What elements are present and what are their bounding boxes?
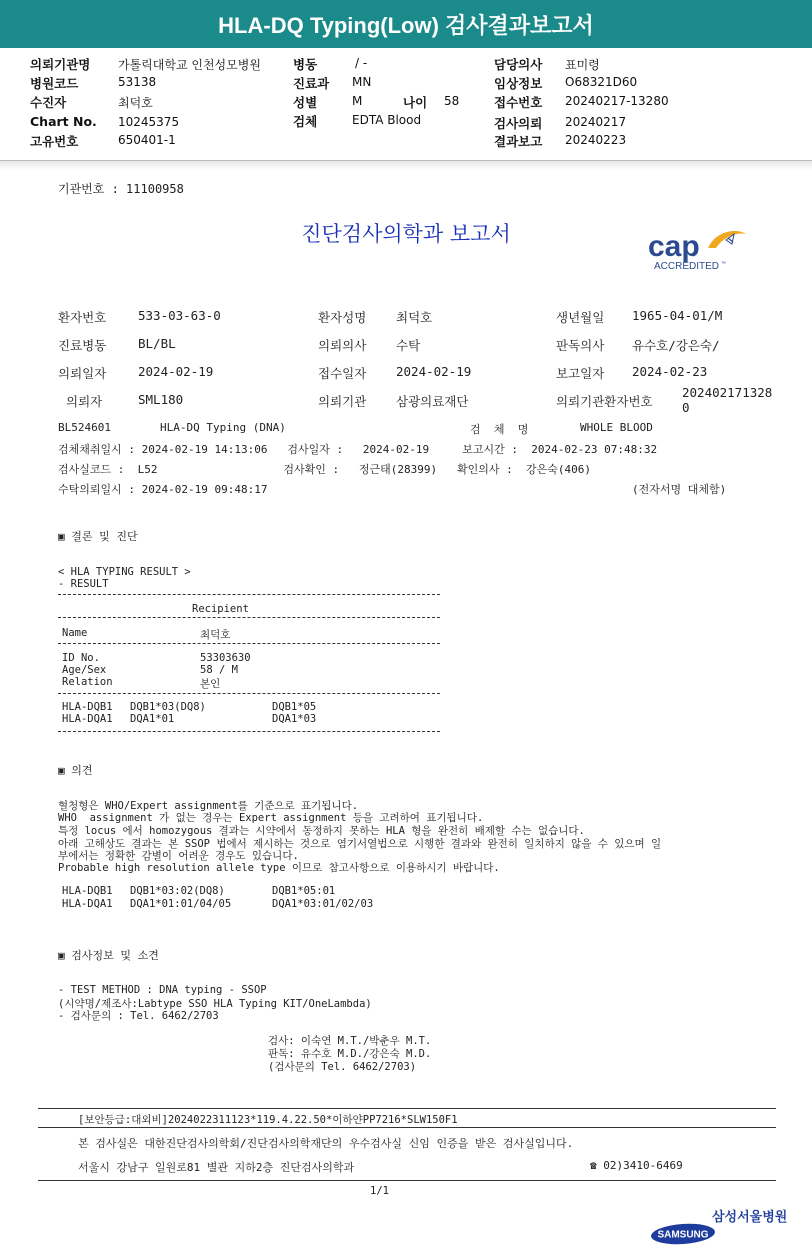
result-subheading: - RESULT bbox=[58, 578, 109, 590]
institution-patient-no-value-wrap: 0 bbox=[682, 400, 690, 415]
ward-label: 병동 bbox=[293, 57, 318, 72]
request-date-value: 2024-02-19 bbox=[138, 364, 214, 379]
reading-doctor-value: 유수호/강은숙/ bbox=[632, 338, 720, 353]
cap-logo-text: cap bbox=[648, 230, 700, 263]
relation-label: Relation bbox=[62, 676, 113, 688]
hospital-code-label: 병원코드 bbox=[30, 76, 79, 91]
referring-doctor-value: 수탁 bbox=[396, 338, 421, 353]
name-label: Name bbox=[62, 627, 88, 639]
opinion-line: Probable high resolution allele type 이므로 참고사항으로 이용하시기 바랍니다. bbox=[58, 862, 500, 874]
report-header-title: HLA-DQ Typing(Low) 검사결과보고서 bbox=[218, 13, 594, 38]
header-separator bbox=[0, 160, 812, 161]
referring-institution-value: 삼광의료재단 bbox=[396, 394, 469, 409]
result-divider-5 bbox=[58, 731, 440, 732]
ward-value: / - bbox=[355, 56, 368, 70]
hospital-code-value: 53138 bbox=[118, 75, 157, 89]
samsung-oval-icon bbox=[650, 1223, 716, 1245]
test-method: - TEST METHOD : DNA typing - SSOP bbox=[58, 984, 267, 996]
id-no-value: 53303630 bbox=[200, 652, 251, 664]
opinion-row-allele2: DQB1*05:01 bbox=[272, 885, 336, 897]
referring-institution-label: 의뢰기관 bbox=[318, 394, 367, 409]
sex-label: 성별 bbox=[293, 95, 318, 110]
department-label: 진료과 bbox=[293, 76, 330, 91]
result-divider-2 bbox=[58, 617, 440, 618]
test-code: BL524601 bbox=[58, 421, 111, 434]
birthdate-value: 1965-04-01/M bbox=[632, 308, 723, 323]
lab-code-line: 검사실코드 : L52 검사확인 : 정근태(28399) 확인의사 : 강은숙(406) bbox=[58, 463, 592, 476]
samsung-text: SAMSUNG bbox=[657, 1229, 709, 1241]
test-request-label: 검사의뢰 bbox=[494, 116, 543, 131]
opinion-row-locus: HLA-DQB1 bbox=[62, 885, 113, 897]
accession-no-label: 접수번호 bbox=[494, 95, 543, 110]
accession-no-value: 20240217-13280 bbox=[565, 94, 669, 108]
department-value: MN bbox=[352, 75, 372, 89]
reader-signers: 판독: 유수호 M.D./강은숙 M.D. bbox=[268, 1048, 432, 1060]
name-value: 최덕호 bbox=[200, 629, 231, 641]
patient-name-value: 최덕호 bbox=[396, 310, 433, 325]
examinee-label: 수진자 bbox=[30, 95, 67, 110]
age-value: 58 bbox=[444, 94, 460, 108]
clinical-info-value: O68321D60 bbox=[565, 75, 638, 89]
opinion-line: 부에서는 정확한 감별이 어려운 경우도 있습니다. bbox=[58, 850, 299, 862]
test-name: HLA-DQ Typing (DNA) bbox=[160, 421, 286, 434]
id-no-label: ID No. bbox=[62, 652, 100, 664]
lab-phone: ☎ 02)3410-6469 bbox=[590, 1159, 683, 1172]
consignment-date-line: 수탁의뢰일시 : 2024-02-19 09:48:17 bbox=[58, 483, 268, 496]
reading-doctor-label: 판독의사 bbox=[556, 338, 605, 353]
opinion-row-locus: HLA-DQA1 bbox=[62, 898, 113, 910]
e-signature-note: (전자서명 대체함) bbox=[632, 483, 727, 496]
unique-no-value: 650401-1 bbox=[118, 133, 176, 147]
age-label: 나이 bbox=[403, 95, 428, 110]
result-row-allele2: DQA1*03 bbox=[272, 713, 317, 725]
receipt-date-value: 2024-02-19 bbox=[396, 364, 472, 379]
cap-logo-graphic bbox=[646, 226, 756, 274]
age-sex-label: Age/Sex bbox=[62, 664, 107, 676]
opinion-row-allele1: DQA1*01:01/04/05 bbox=[130, 898, 232, 910]
test-info-section-title: ▣ 검사정보 및 소견 bbox=[58, 949, 159, 962]
specimen-value: EDTA Blood bbox=[352, 113, 422, 127]
footer-top-line bbox=[38, 1108, 776, 1109]
opinion-line: 아래 고해상도 결과는 본 SSOP 법에서 제시하는 것으로 염기서열법으로 시행한 결과와 완전히 일치하지 않을 수 있으며 일 bbox=[58, 838, 662, 850]
footer-bottom-line bbox=[38, 1180, 776, 1181]
report-date-value: 2024-02-23 bbox=[632, 364, 708, 379]
relation-value: 본인 bbox=[200, 678, 221, 690]
lab-address: 서울시 강남구 일원로81 별관 지하2층 진단검사의학과 bbox=[78, 1161, 355, 1174]
ward-detail-value: BL/BL bbox=[138, 336, 176, 351]
attending-doctor-label: 담당의사 bbox=[494, 57, 543, 72]
result-row-allele1: DQB1*03(DQ8) bbox=[130, 701, 206, 713]
test-request-value: 20240217 bbox=[565, 115, 627, 129]
opinion-row-allele2: DQA1*03:01/02/03 bbox=[272, 898, 374, 910]
sex-value: M bbox=[352, 94, 363, 108]
result-row-locus: HLA-DQA1 bbox=[62, 713, 113, 725]
specimen-label: 검체 bbox=[293, 114, 318, 129]
result-row-allele1: DQA1*01 bbox=[130, 713, 175, 725]
chart-no-label: Chart No. bbox=[30, 114, 97, 129]
cap-accredited-logo bbox=[646, 226, 756, 274]
opinion-row-allele1: DQB1*03:02(DQ8) bbox=[130, 885, 225, 897]
collection-line: 검체채취일시 : 2024-02-19 14:13:06 검사일자 : 2024-02-19 보고시간 : 2024-02-23 07:48:32 bbox=[58, 443, 658, 456]
page-number: 1/1 bbox=[370, 1185, 389, 1197]
clinical-info-label: 임상정보 bbox=[494, 76, 543, 91]
referral-institution-label: 의뢰기관명 bbox=[30, 57, 91, 72]
unique-no-label: 고유번호 bbox=[30, 134, 79, 149]
request-date-label: 의뢰일자 bbox=[58, 366, 107, 381]
result-row-locus: HLA-DQB1 bbox=[62, 701, 113, 713]
opinion-line: 특정 locus 에서 homozygous 결과는 시약에서 동정하지 못하는 HLA 형을 완전히 배제할 수는 없습니다. bbox=[58, 825, 585, 837]
result-row-allele2: DQB1*05 bbox=[272, 701, 317, 713]
samsung-logo bbox=[640, 1204, 709, 1241]
cap-trademark: ™ bbox=[721, 261, 726, 267]
patient-no-label: 환자번호 bbox=[58, 310, 107, 325]
result-divider-4 bbox=[58, 693, 440, 694]
examinee-value: 최덕호 bbox=[118, 96, 153, 110]
referral-institution-value: 가톨릭대학교 인천성모병원 bbox=[118, 58, 261, 72]
institution-patient-no-label: 의뢰기관환자번호 bbox=[556, 394, 653, 409]
specimen-name-label: 검 체 명 bbox=[470, 423, 529, 436]
examiner-signers: 검사: 이숙연 M.T./박춘우 M.T. bbox=[268, 1035, 432, 1047]
institution-number: 기관번호 : 11100958 bbox=[58, 182, 184, 196]
report-date-label: 보고일자 bbox=[556, 366, 605, 381]
attending-doctor-value: 표미령 bbox=[565, 58, 600, 72]
receipt-date-label: 접수일자 bbox=[318, 366, 367, 381]
signer-inquiry-phone: (검사문의 Tel. 6462/2703) bbox=[268, 1061, 417, 1073]
opinion-section-title: ▣ 의견 bbox=[58, 764, 93, 777]
patient-name-label: 환자성명 bbox=[318, 310, 367, 325]
requester-label: 의뢰자 bbox=[66, 394, 103, 409]
hospital-name: 삼성서울병원 bbox=[712, 1210, 788, 1225]
result-report-label: 결과보고 bbox=[494, 134, 543, 149]
result-divider-1 bbox=[58, 594, 440, 595]
patient-no-value: 533-03-63-0 bbox=[138, 308, 221, 323]
age-sex-value: 58 / M bbox=[200, 664, 238, 676]
recipient-header: Recipient bbox=[192, 603, 249, 615]
conclusion-section-title: ▣ 결론 및 진단 bbox=[58, 530, 138, 543]
referring-doctor-label: 의뢰의사 bbox=[318, 338, 367, 353]
chart-no-value: 10245375 bbox=[118, 115, 180, 129]
cap-accredited-text: ACCREDITED bbox=[654, 261, 720, 272]
report-title: 진단검사의학과 보고서 bbox=[301, 222, 511, 246]
header-separator-shadow bbox=[0, 160, 812, 170]
birthdate-label: 생년월일 bbox=[556, 310, 605, 325]
opinion-line: 혈청형은 WHO/Expert assignment를 기준으로 표기됩니다. bbox=[58, 800, 359, 812]
requester-value: SML180 bbox=[138, 392, 184, 407]
hla-typing-result-heading: < HLA TYPING RESULT > bbox=[58, 566, 191, 578]
institution-patient-no-value: 202402171328 bbox=[682, 385, 773, 400]
security-label: [보안등급:대외비]2024022311123*119.4.22.50*이하얀PP7216*SLW150F1 bbox=[78, 1114, 458, 1126]
result-divider-3 bbox=[58, 643, 440, 644]
reagent-info: (시약명/제조사:Labtype SSO HLA Typing KIT/OneLambda) bbox=[58, 998, 372, 1010]
inquiry-phone: - 검사문의 : Tel. 6462/2703 bbox=[58, 1010, 219, 1022]
footer-mid-line bbox=[38, 1127, 776, 1128]
certification-note: 본 검사실은 대한진단검사의학회/진단검사의학재단의 우수검사실 신임 인증을 받은 검사실입니다. bbox=[78, 1137, 574, 1150]
ward-detail-label: 진료병동 bbox=[58, 338, 107, 353]
result-report-value: 20240223 bbox=[565, 133, 627, 147]
specimen-name-value: WHOLE BLOOD bbox=[580, 421, 653, 434]
opinion-line: WHO assignment 가 없는 경우는 Expert assignment 등을 고려하여 표기됩니다. bbox=[58, 812, 484, 824]
